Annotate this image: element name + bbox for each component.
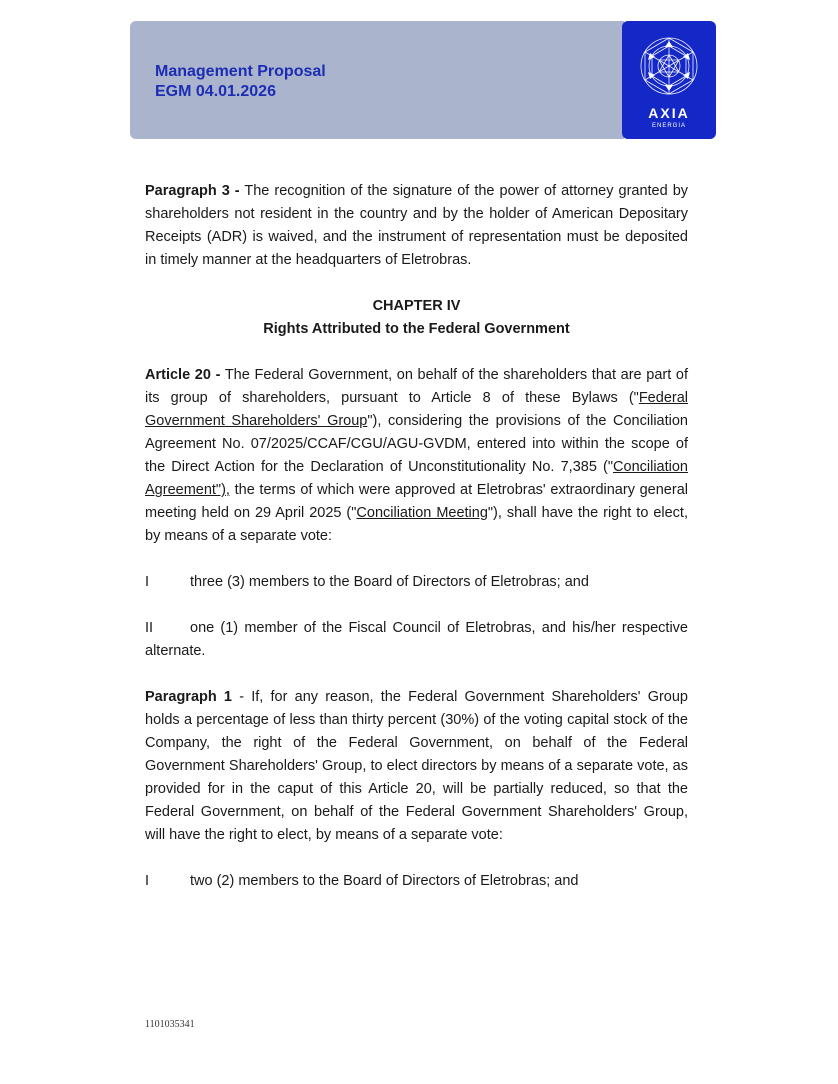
article-20-text-4: "), shall have the right to elect, by means of a separate vote:	[145, 505, 688, 544]
list-item	[145, 571, 688, 594]
document-header	[155, 62, 326, 102]
list-item	[145, 617, 688, 663]
axia-globe-icon	[638, 35, 700, 97]
item-number: I	[145, 574, 150, 590]
logo-subtitle: ENERGIA	[651, 123, 686, 129]
article-20-label: Article 20 -	[145, 367, 221, 383]
paragraph-3	[145, 180, 688, 272]
article-20-text-2: "), considering the provisions of the Conciliation Agreement No. 07/2025/CCAF/CGU/AGU-GVDM, entered into within the scope of the Direct Action for the Declaration of Unconstitutionality No. 7,385 ("	[145, 413, 688, 475]
item-number: I	[145, 873, 150, 889]
item-text: three (3) members to the Board of Directors of Eletrobras; and	[190, 574, 589, 590]
article-20-text-1: The Federal Government, on behalf of the shareholders that are part of its group of shareholders, pursuant to Article 8 of these Bylaws ("	[145, 367, 688, 406]
paragraph-3-text: The recognition of the signature of the power of attorney granted by shareholders not resident in the country and by the holder of American Depositary Receipts (ADR) is waived, and the instrument of representation must be deposited in timely manner at the headquarters of Eletrobras.	[145, 183, 689, 268]
list-item	[145, 870, 688, 893]
item-number: II	[145, 620, 154, 636]
paragraph-1	[145, 686, 688, 847]
article-20	[145, 364, 688, 548]
item-text: one (1) member of the Fiscal Council of Eletrobras, and his/her respective alternate.	[145, 620, 688, 659]
chapter-title: Rights Attributed to the Federal Government	[263, 321, 570, 337]
header-title-line2: EGM 04.01.2026	[155, 83, 276, 100]
paragraph-1-label: Paragraph 1	[145, 689, 232, 705]
logo-wordmark: AXIA	[648, 105, 690, 121]
document-body	[145, 180, 688, 893]
paragraph-1-text: - If, for any reason, the Federal Government Shareholders' Group holds a percentage of less than thirty percent (30%) of the voting capital stock of the Company, the right of the Federal Government, on behalf of the Federal Government Shareholders' Group, to elect directors by means of a separate vote, as provided for in the caput of this Article 20, will be partially reduced, so that the Federal Government, on behalf of the Federal Government Shareholders' Group, will have the right to elect, by means of a separate vote:	[145, 689, 688, 843]
defined-term-conciliation-agreement: Conciliation Agreement"),	[145, 459, 688, 498]
defined-term-conciliation-meeting: Conciliation Meeting	[356, 505, 488, 521]
document-code: 1101035341	[145, 1019, 195, 1030]
chapter-heading: CHAPTER IV	[372, 298, 461, 314]
header-title-line1: Management Proposal	[155, 63, 326, 80]
defined-term-fg-group: Federal Government Shareholders' Group	[145, 390, 688, 429]
company-logo	[622, 21, 716, 139]
paragraph-3-label: Paragraph 3 -	[145, 183, 240, 199]
article-20-text-3: the terms of which were approved at Eletrobras' extraordinary general meeting held on 29 April 2025 ("	[145, 482, 688, 521]
item-text: two (2) members to the Board of Directors of Eletrobras; and	[190, 873, 579, 889]
